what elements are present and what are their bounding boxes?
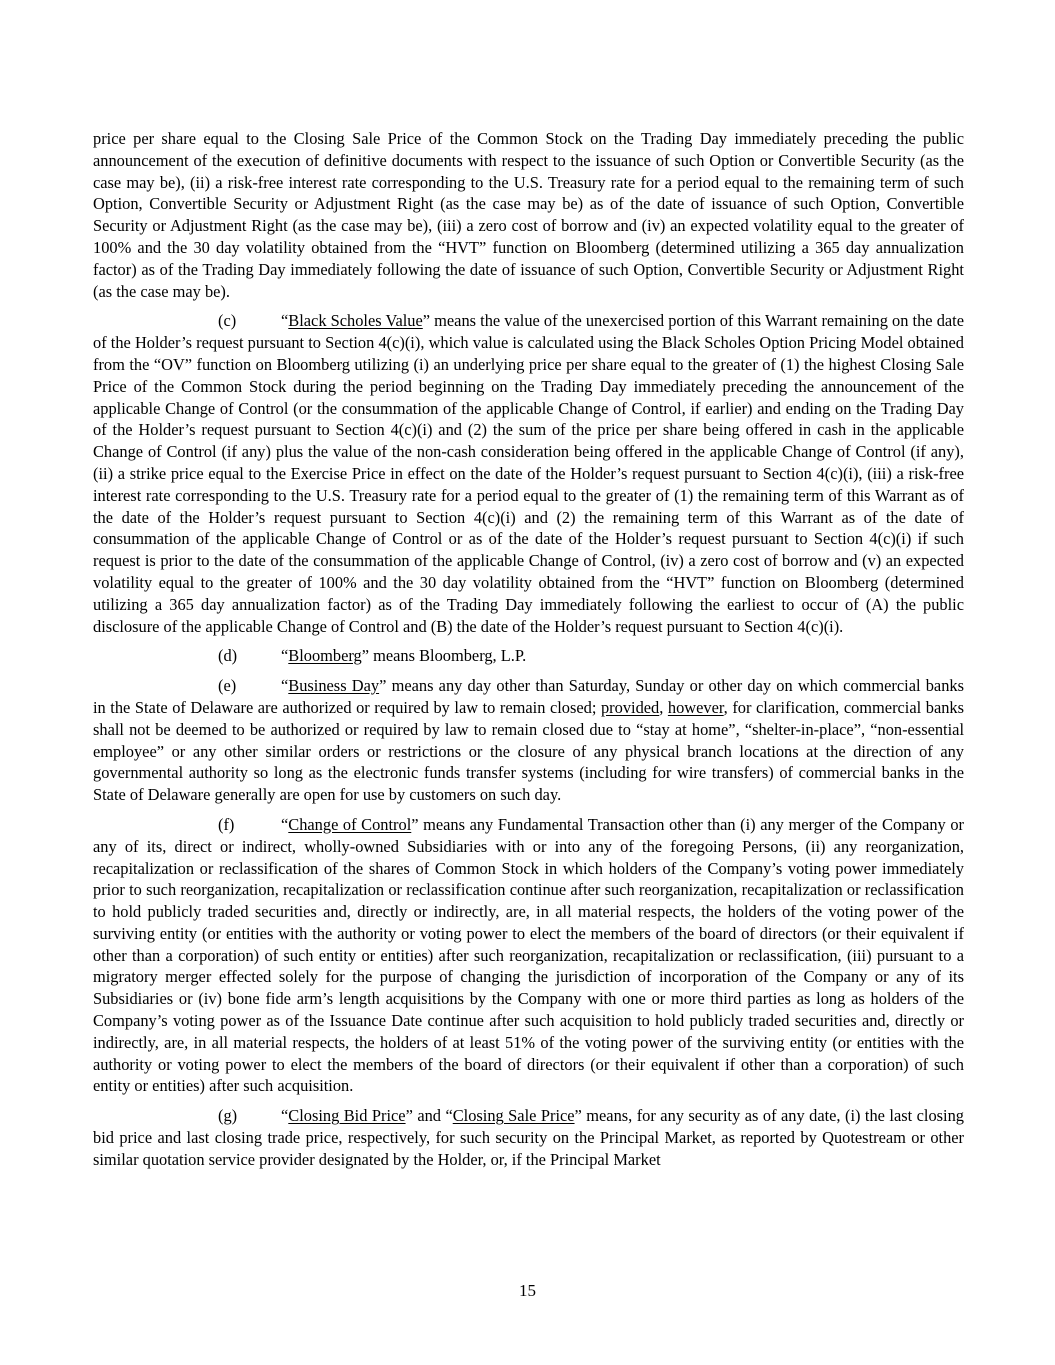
open-quote: “ xyxy=(281,676,289,696)
clause-text: ” means, for any security as of any date, (i) the last closing bid price and last closing trade price, respectively, for such security on the Principal Market, as reported by Quotestream or other similar quotation service provider designated by the Holder, or, if the Principal Market xyxy=(93,1106,964,1169)
paragraph-g-closing-price xyxy=(93,1105,964,1170)
defined-term: Bloomberg xyxy=(288,646,362,666)
defined-term-2: Closing Sale Price xyxy=(452,1106,575,1126)
defined-term: Black Scholes Value xyxy=(288,311,423,331)
paragraph-f-change-of-control xyxy=(93,814,964,1097)
defined-term: Change of Control xyxy=(288,814,412,834)
paragraph-e-business-day xyxy=(93,675,964,806)
clause-label: (e) xyxy=(218,676,237,696)
clause-label: (f) xyxy=(218,814,235,834)
clause-text: ” means Bloomberg, L.P. xyxy=(361,646,527,666)
open-quote: “ xyxy=(281,646,289,666)
paragraph-d-bloomberg xyxy=(93,645,964,667)
term-connector: ” and “ xyxy=(405,1106,453,1126)
document-body xyxy=(93,128,964,1179)
clause-text: ” means the value of the unexercised portion of this Warrant remaining on the date of the Holder’s request pursuant to Section 4(c)(i), which value is calculated using the Black Scholes Option Pricing Model obtained from the “OV” function on Bloomberg utilizing (i) an underlying price per share equal to the greater of (1) the highest Closing Sale Price of the Common Stock during the period beginning on the Trading Day immediately preceding the announcement of the applicable Change of Control (or the consummation of the applicable Change of Control, if earlier) and ending on the Trading Day of the Holder’s request pursuant to Section 4(c)(i) and (2) the sum of the price per share being offered in cash in the applicable Change of Control (if any) plus the value of the non-cash consideration being offered in the applicable Change of Control (if any), (ii) a strike price equal to the Exercise Price in effect on the date of the Holder’s request pursuant to Section 4(c)(i), (iii) a risk-free interest rate corresponding to the U.S. Treasury rate for a period equal to the greater of (1) the remaining term of this Warrant as of the date of the Holder’s request pursuant to Section 4(c)(i) and (2) the remaining term of this Warrant as of the date of consummation of the applicable Change of Control or as of the date of the Holder’s request pursuant to Section 4(c)(i) if such request is prior to the date of the consummation of the applicable Change of Control, (iv) a zero cost of borrow and (v) an expected volatility equal to the greater of 100% and the 30 day volatility obtained from the “HVT” function on Bloomberg (determined utilizing a 365 day annualization factor) as of the Trading Day immediately following the earliest to occur of (A) the public disclosure of the applicable Change of Control and (B) the date of the Holder’s request pursuant to Section 4(c)(i). xyxy=(93,311,964,636)
defined-term: Business Day xyxy=(288,676,380,696)
paragraph-c-black-scholes-value xyxy=(93,310,964,637)
clause-label: (c) xyxy=(218,311,237,331)
separator: , xyxy=(659,697,668,717)
clause-label: (d) xyxy=(218,646,238,666)
open-quote: “ xyxy=(281,814,289,834)
provided-term: provided xyxy=(600,697,660,717)
paragraph-continuation: price per share equal to the Closing Sale Price of the Common Stock on the Trading Day immediately preceding the public announcement of the execution of definitive documents with respect to the issuance of such Option or Convertible Security (as the case may be), (ii) a risk-free interest rate corresponding to the U.S. Treasury rate for a period equal to the remaining term of such Option, Convertible Security or Adjustment Right (as the case may be) as of the date of issuance of such Option, Convertible Security or Adjustment Right (as the case may be), (iii) a zero cost of borrow and (iv) an expected volatility equal to the greater of 100% and the 30 day volatility obtained from the “HVT” function on Bloomberg (determined utilizing a 365 day annualization factor) as of the Trading Day immediately following the date of issuance of such Option, Convertible Security or Adjustment Right (as the case may be). xyxy=(93,129,964,301)
clause-text: ” means any day other than Saturday, Sunday or other day on which commercial banks in the State of Delaware are authorized or required by law to remain closed; xyxy=(93,676,964,717)
however-term: however xyxy=(667,697,724,717)
defined-term: Closing Bid Price xyxy=(288,1106,406,1126)
open-quote: “ xyxy=(281,311,289,331)
open-quote: “ xyxy=(281,1106,289,1126)
clause-text: ” means any Fundamental Transaction other than (i) any merger of the Company or any of its, direct or indirect, wholly-owned Subsidiaries with or into any of the foregoing Persons, (ii) any reorganization, recapitalization or reclassification of the shares of Common Stock in which holders of the Company’s voting power immediately prior to such reorganization, recapitalization or reclassification continue after such reorganization, recapitalization or reclassification to hold publicly traded securities and, directly or indirectly, are, in all material respects, the holders of the voting power of the surviving entity (or entities with the authority or voting power to elect the members of the board of directors (or their equivalent if other than a corporation) of such entity or entities) after such reorganization, recapitalization or reclassification, (iii) pursuant to a migratory merger effected solely for the purpose of changing the jurisdiction of incorporation of the Company or any of its Subsidiaries or (iv) bone fide arm’s length acquisitions by the Company with one or more third parties as long as holders of the Company’s voting power as of the Issuance Date continue after such acquisition to hold publicly traded securities and, directly or indirectly, are, in all material respects, the holders of at least 51% of the voting power of the surviving entity (or entities with the authority or voting power to elect the members of the board of directors (or their equivalent if other than a corporation) of such entity or entities) after such acquisition. xyxy=(93,814,964,1096)
clause-text-continued: , for clarification, commercial banks shall not be deemed to be authorized or required by law to remain closed due to “stay at home”, “shelter-in-place”, “non-essential employee” or any other similar orders or restrictions or the closure of any physical branch locations at the direction of any governmental authority so long as the electronic funds transfer systems (including for wire transfers) of commercial banks in the State of Delaware generally are open for use by customers on such day. xyxy=(93,697,964,805)
clause-label: (g) xyxy=(218,1106,238,1126)
page-number: 15 xyxy=(519,1281,536,1300)
